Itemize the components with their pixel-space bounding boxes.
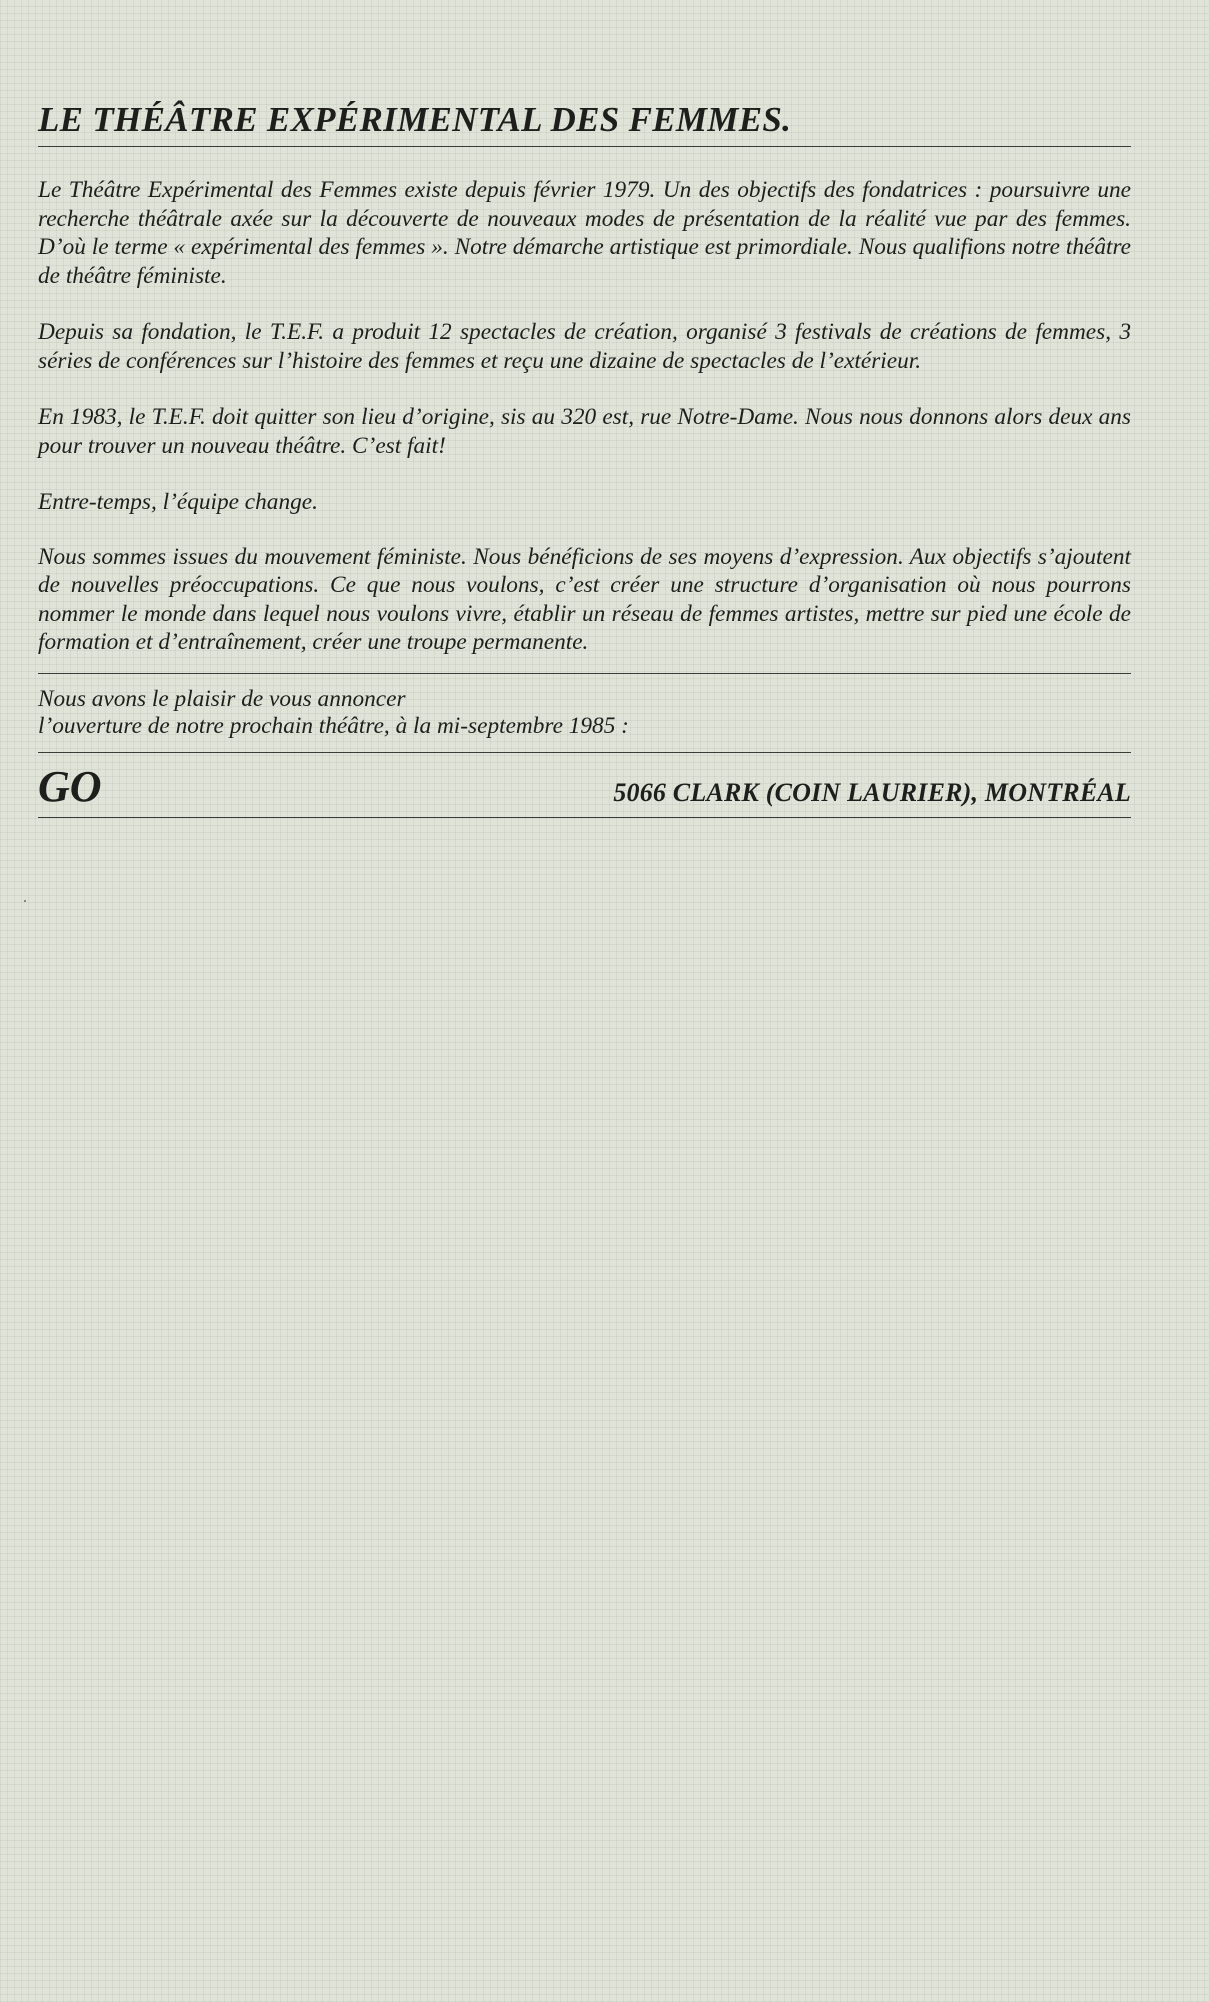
footer-bottom-rule (38, 817, 1131, 818)
paragraph-relocation: En 1983, le T.E.F. doit quitter son lieu d’origine, sis au 320 est, rue Notre-Dame. Nous nous donnons alors deux ans pour trouver un nouveau théâtre. C’est fait! (38, 404, 1131, 459)
paper-speck (24, 900, 26, 902)
announcement-line-1: Nous avons le plaisir de vous annoncer (38, 685, 406, 712)
announcement-line-2: l’ouverture de notre prochain théâtre, à la mi-septembre 1985 : (38, 712, 629, 739)
paragraph-team-change: Entre-temps, l’équipe change. (38, 489, 318, 516)
paragraph-history: Le Théâtre Expérimental des Femmes existe depuis février 1979. Un des objectifs des fondatrices : poursuivre une recherche théâtrale axée sur la découverte de nouveaux modes de présentation de la réalité vue par des femmes. D’où le terme « expérimental des femmes ». Notre démarche artistique est primordiale. Nous qualifions notre théâtre de théâtre féministe. (38, 177, 1131, 289)
footer-row (38, 753, 1131, 817)
theatre-address: 5066 CLARK (COIN LAURIER), MONTRÉAL (613, 777, 1131, 807)
document-page (38, 100, 1131, 818)
title-rule (38, 146, 1131, 147)
announcement-top-rule (38, 673, 1131, 674)
go-label: GO (38, 761, 102, 811)
document-title: LE THÉÂTRE EXPÉRIMENTAL DES FEMMES. (38, 100, 792, 139)
paragraph-productions: Depuis sa fondation, le T.E.F. a produit 12 spectacles de création, organisé 3 festivals de créations de femmes, 3 séries de conférences sur l’histoire des femmes et reçu une dizaine de spectacles de l’extérieur. (38, 319, 1131, 374)
paragraph-objectives: Nous sommes issues du mouvement féministe. Nous bénéficions de ses moyens d’expression. Aux objectifs s’ajoutent de nouvelles préoccupations. Ce que nous voulons, c’est créer une structure d’organisation où nous pourrons nommer le monde dans lequel nous voulons vivre, établir un réseau de femmes artistes, mettre sur pied une école de formation et d’entraînement, créer une troupe permanente. (38, 543, 1131, 656)
announcement (38, 686, 1131, 740)
